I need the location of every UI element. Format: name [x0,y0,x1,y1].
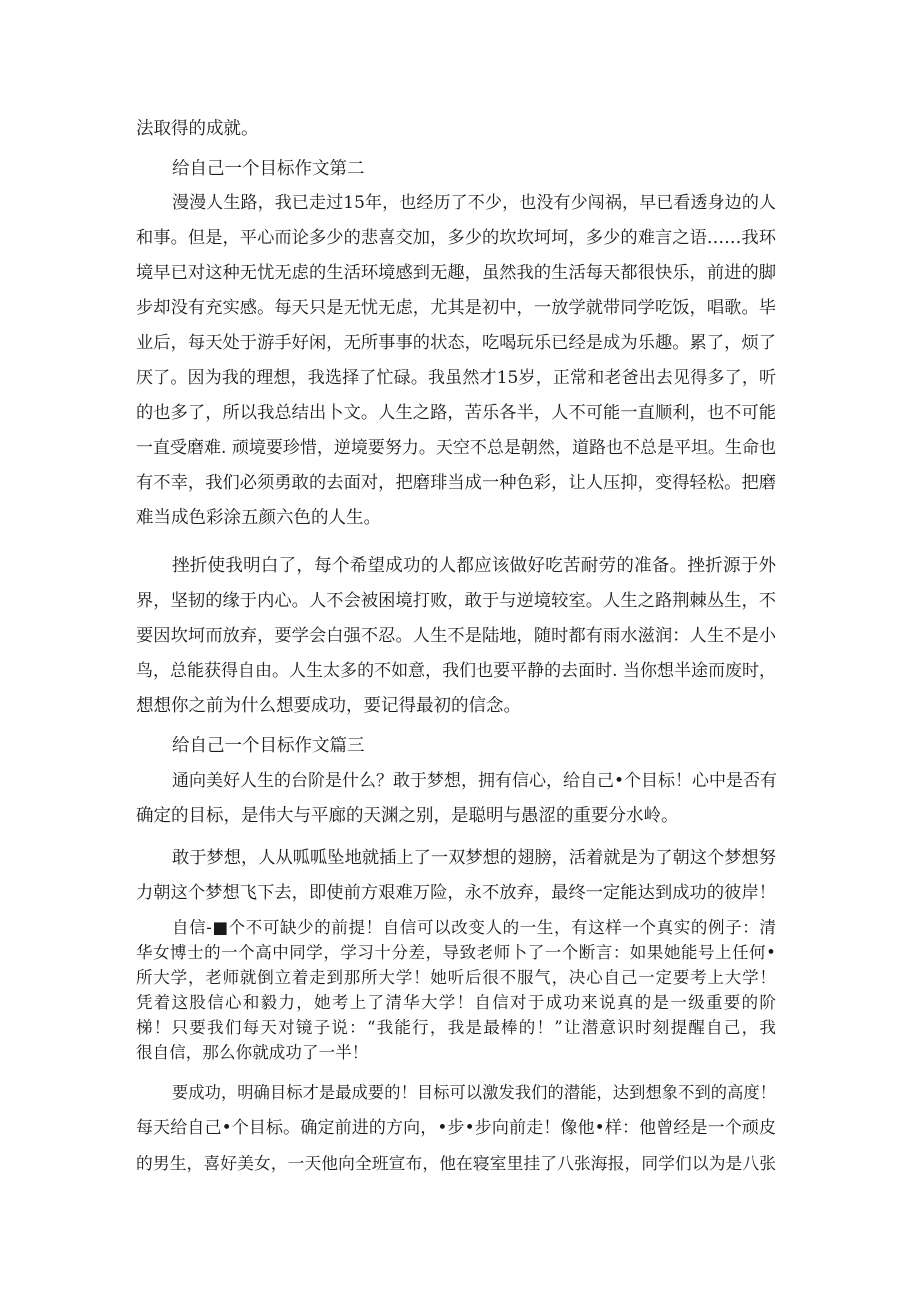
text-line: 和事。但是，平心而论多少的悲喜交加，多少的坎坎坷坷，多少的难言之语……我环 [136,228,776,248]
text-line: 力朝这个梦想飞下去，即使前方艰难万险，永不放弃，最终一定能达到成功的彼岸！ [136,883,776,903]
text-line: 的也多了，所以我总结出卜文。人生之路，苦乐各半，人不可能一直顺利，也不可能 [136,403,776,423]
text-line: 难当成色彩涂五颜六色的人生。 [136,508,381,528]
text-line: 想想你之前为什么想要成功，要记得最初的信念。 [136,696,521,716]
text-line: 挫折使我明白了，每个希望成功的人都应该做好吃苦耐劳的准备。挫折源于外 [172,556,776,576]
section-heading: 给自己一个目标作文篇三 [172,736,365,756]
text-line: 业后，每天处于游手好闲，无所事事的状态，吃喝玩乐已经是成为乐趣。累了，烦了 [136,333,776,353]
text-line: 很自信，那么你就成功了一半！ [136,1043,369,1062]
text-line: 要因坎坷而放弃，要学会白强不忍。人生不是陆地，随时都有雨水滋润：人生不是小 [136,626,776,646]
text-line: 漫漫人生路，我已走过15年，也经历了不少，也没有少闯祸，早已看透身边的人 [172,193,776,213]
text-line: 华女博士的一个高中同学，学习十分差，导致老师卜了一个断言：如果她能号上任何• [136,943,776,962]
text-line: 鸟，总能获得自由。人生太多的不如意，我们也要平静的去面时. 当你想半途而废时， [136,661,776,681]
text-line: 步却没有充实感。每天只是无忧无虑，尤其是初中，一放学就带同学吃饭，唱歌。毕 [136,298,776,318]
text-line: 通向美好人生的台阶是什么？敢于梦想，拥有信心，给自己•个目标！心中是否有 [172,771,778,791]
text-line: 境早已对这种无忧无虑的生活环境感到无趣，虽然我的生活每天都很快乐，前进的脚 [136,263,776,283]
text-line: 要成功，明确目标才是最成要的！目标可以激发我们的潜能，达到想象不到的高度！ [172,1083,776,1102]
text-line: 界，坚韧的缘于内心。人不会被困境打败，敢于与逆境较室。人生之路荆棘丛生，不 [136,591,776,611]
text-line: 自信-■个不可缺少的前提！自信可以改变人的一生，有这样一个真实的例子：清 [172,918,776,937]
text-line: 法取得的成就。 [136,119,259,139]
text-line: 有不幸，我们必须勇敢的去面对，把磨琲当成一种色彩，让人压抑，变得轻松。把磨 [136,473,776,493]
text-line: 凭着这股信心和毅力，她考上了清华大学！自信对于成功来说真的是一级重要的阶 [136,993,776,1012]
text-line: 梯！只要我们每天对镜子说：“我能行，我是最棒的！”让潜意识时刻提醒自己，我 [136,1018,776,1037]
text-line: 的男生，喜好美女，一天他向全班宣布，他在寝室里挂了八张海报，同学们以为是八张 [136,1153,776,1173]
text-line: 一直受磨难. 顽境要珍惜，逆境要努力。天空不总是朝然，道路也不总是平坦。生命也 [136,438,776,458]
section-heading: 给自己一个目标作文第二 [172,159,365,179]
text-line: 确定的目标，是伟大与平廊的天渊之别，是聪明与愚涩的重要分水岭。 [136,806,679,826]
text-line: 每天给自己•个目标。确定前进的方向，•步•步向前走！像他•样：他曾经是一个顽皮 [136,1118,776,1138]
text-line: 敢于梦想，人从呱呱坠地就插上了一双梦想的翅膀，活着就是为了朝这个梦想努 [172,848,776,868]
text-line: 厌了。因为我的理想，我选择了忙碌。我虽然才15岁，正常和老爸出去见得多了，听 [136,368,776,388]
text-line: 所大学，老师就倒立着走到那所大学！她听后很不服气，决心自己一定要考上大学！ [136,968,776,987]
